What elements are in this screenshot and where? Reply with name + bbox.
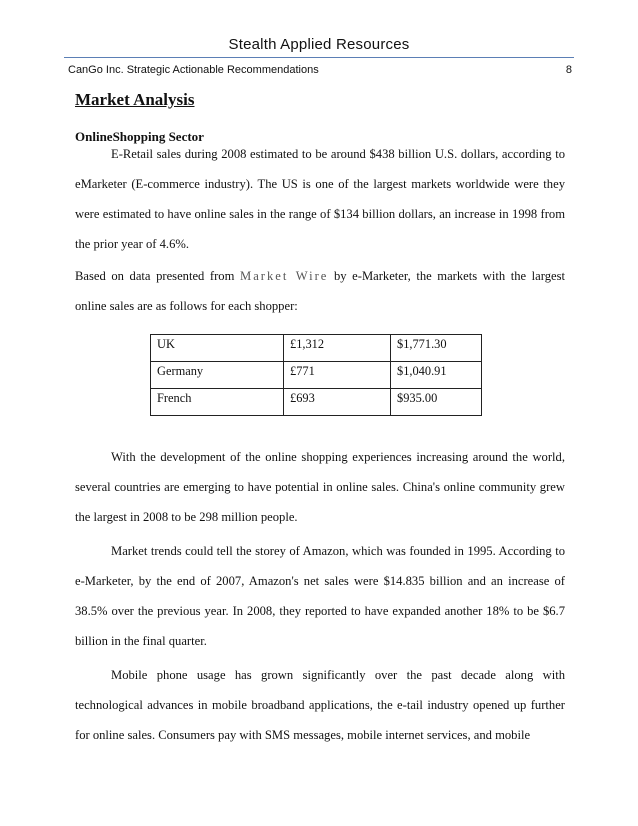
paragraph-4	[75, 536, 565, 656]
table-cell: £693	[284, 389, 391, 416]
paragraph-5	[75, 660, 565, 750]
table-cell: $1,040.91	[391, 362, 482, 389]
paragraph-5-text: Mobile phone usage has grown significantly over the past decade along with technological advances in mobile broadband applications, the e-tail industry opened up further for online sales. Consumers pay with SMS messages, mobile internet services, and mobile	[75, 668, 565, 742]
paragraph-4-text: Market trends could tell the storey of Amazon, which was founded in 1995. According to e-Marketer, by the end of 2007, Amazon's net sales were $14.835 billion and an increase of 38.5% over the previous year. In 2008, they reported to have expanded another 18% to be $6.7 billion in the final quarter.	[75, 544, 565, 648]
table-cell: Germany	[151, 362, 284, 389]
table-row	[151, 389, 482, 416]
paragraph-2-text-after: by e-Marketer, the markets with the largest online sales are as follows for each shopper:	[75, 269, 566, 313]
paragraph-3	[75, 442, 565, 532]
header-rule	[64, 57, 574, 58]
table-cell: UK	[151, 335, 284, 362]
table-cell: French	[151, 389, 284, 416]
table-row	[151, 335, 482, 362]
table-cell: £771	[284, 362, 391, 389]
table-cell: $935.00	[391, 389, 482, 416]
table-cell: $1,771.30	[391, 335, 482, 362]
sales-table	[150, 334, 482, 416]
paragraph-2	[75, 261, 565, 321]
page-number: 8	[565, 64, 572, 76]
section-subheading: OnlineShopping Sector	[75, 129, 204, 144]
table-row	[151, 362, 482, 389]
header-subtitle: CanGo Inc. Strategic Actionable Recommendations	[68, 64, 319, 76]
section-heading: Market Analysis	[75, 90, 195, 109]
paragraph-1	[75, 139, 565, 259]
paragraph-3-text: With the development of the online shopping experiences increasing around the world, several countries are emerging to have potential in online sales. China's online community grew the largest in 2008 to be 298 million people.	[75, 450, 565, 524]
table-cell: £1,312	[284, 335, 391, 362]
paragraph-2-text-before: Based on data presented from	[75, 269, 235, 283]
document-title: Stealth Applied Resources	[228, 36, 410, 53]
paragraph-1-text: E-Retail sales during 2008 estimated to be around $438 billion U.S. dollars, according to eMarketer (E-commerce industry). The US is one of the largest markets worldwide were they were estimated to have online sales in the range of $134 billion dollars, an increase in 1998 from the prior year of 4.6%.	[75, 147, 565, 251]
source-name: Market Wire	[240, 269, 329, 283]
